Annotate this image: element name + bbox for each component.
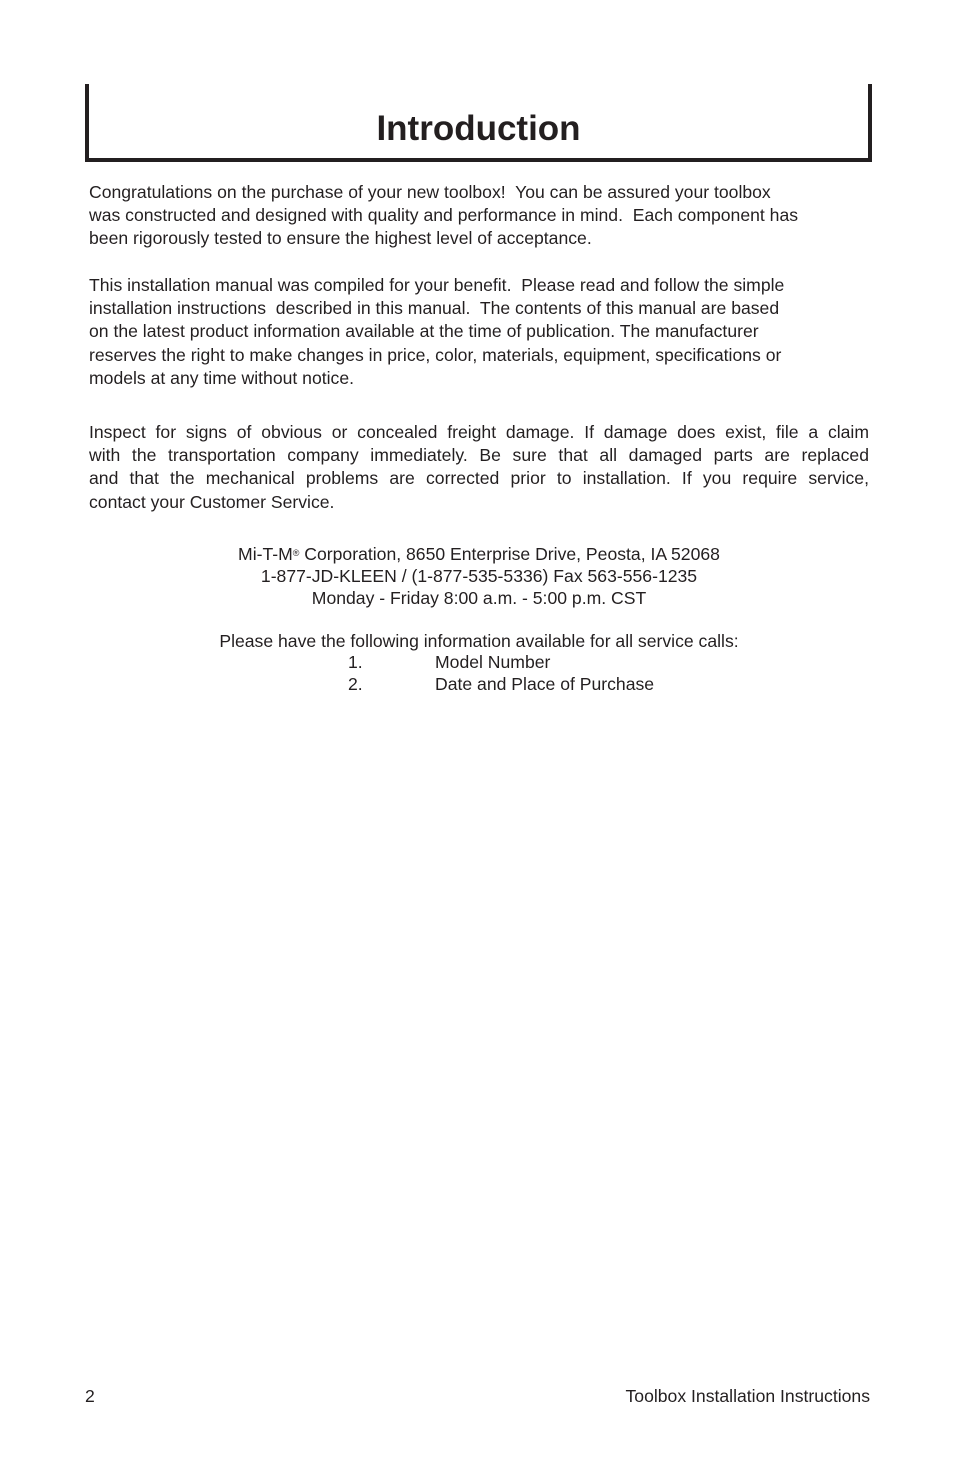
page-title: Introduction xyxy=(376,109,581,148)
paragraph-congratulations xyxy=(89,181,869,251)
contact-phone: 1-877-JD-KLEEN / (1-877-535-5336) Fax 563-556-1235 xyxy=(260,566,698,586)
footer-document-title: Toolbox Installation Instructions xyxy=(625,1386,870,1406)
paragraph-line: reserves the right to make changes in price, color, materials, equipment, specifications or xyxy=(89,344,782,365)
paragraph-line: on the latest product information available at the time of publication. The manufacturer xyxy=(89,321,759,342)
contact-hours: Monday - Friday 8:00 a.m. - 5:00 p.m. CST xyxy=(311,588,647,608)
service-intro-text: Please have the following information available for all service calls: xyxy=(219,631,739,651)
paragraph-line: and that the mechanical problems are corrected prior to installation. If you require service, xyxy=(89,468,869,489)
list-item-label: Model Number xyxy=(435,652,551,672)
list-item-label: Date and Place of Purchase xyxy=(435,674,655,694)
paragraph-line: installation instructions described in this manual. The contents of this manual are based xyxy=(89,298,780,319)
company-name: Mi-T-M xyxy=(238,544,293,564)
paragraph-line: Congratulations on the purchase of your new toolbox! You can be assured your toolbox xyxy=(89,182,771,202)
service-intro xyxy=(89,630,869,652)
registered-mark: ® xyxy=(292,548,300,558)
paragraph-line: been rigorously tested to ensure the highest level of acceptance. xyxy=(89,228,592,249)
list-item-number: 2. xyxy=(348,674,363,694)
paragraph-line: with the transportation company immediately. Be sure that all damaged parts are replaced xyxy=(89,445,869,466)
page-number: 2 xyxy=(85,1386,95,1406)
paragraph-line: was constructed and designed with quality and performance in mind. Each component has xyxy=(89,205,799,226)
contact-address xyxy=(89,543,869,565)
paragraph-line: models at any time without notice. xyxy=(89,367,355,388)
paragraph-inspect-damage xyxy=(89,421,869,514)
paragraph-line: contact your Customer Service. xyxy=(89,491,335,512)
paragraph-line: This installation manual was compiled for your benefit. Please read and follow the simple xyxy=(89,275,785,295)
contact-block xyxy=(89,543,869,609)
list-item-number: 1. xyxy=(348,652,363,672)
address-text: Corporation, 8650 Enterprise Drive, Peosta, IA 52068 xyxy=(299,544,720,564)
title-frame xyxy=(85,84,872,162)
paragraph-manual-info xyxy=(89,274,869,390)
paragraph-line: Inspect for signs of obvious or concealed freight damage. If damage does exist, file a claim xyxy=(89,422,869,442)
